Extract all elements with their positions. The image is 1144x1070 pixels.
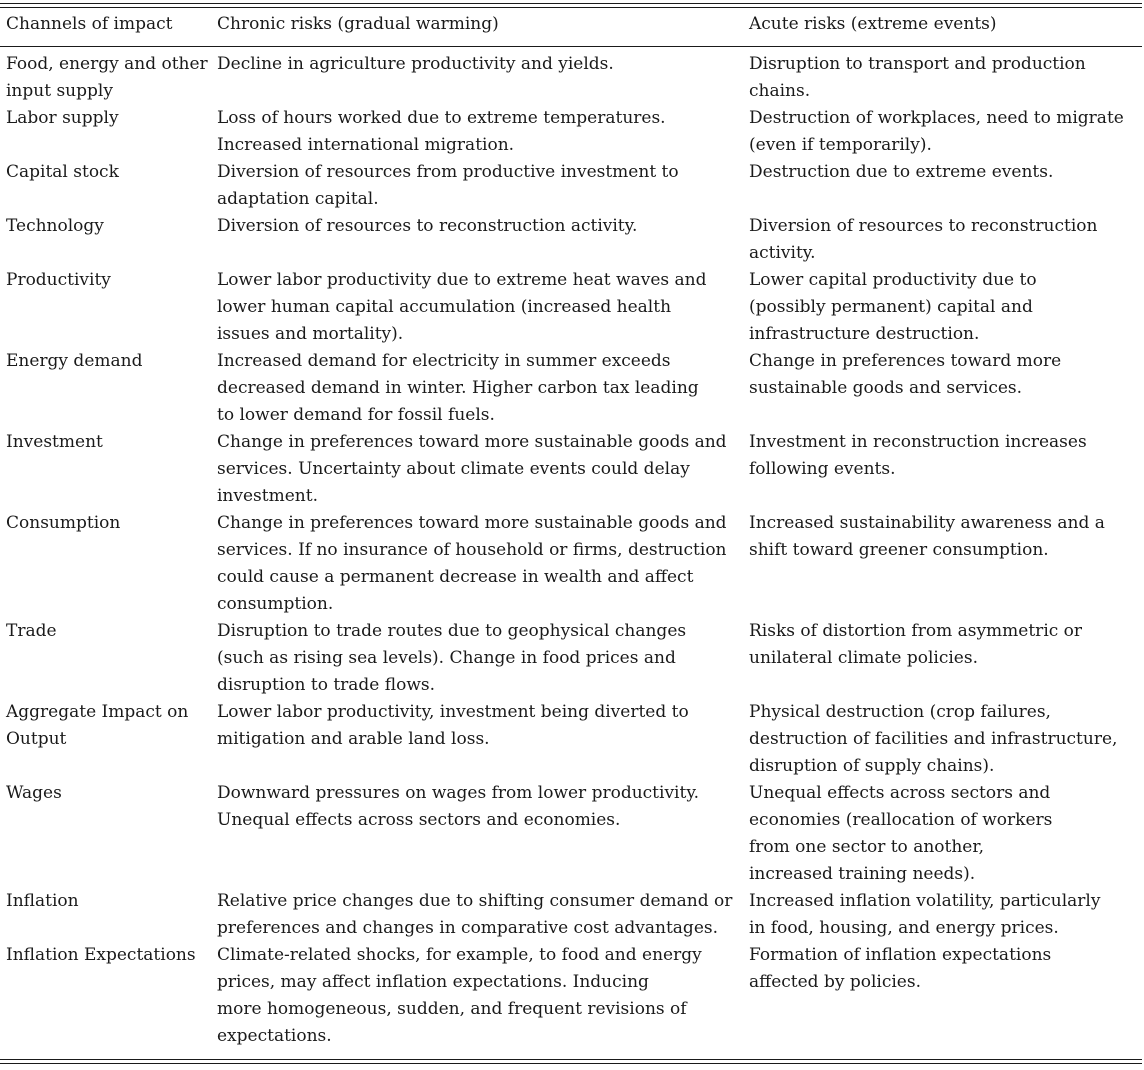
cell-line: in food, housing, and energy prices. — [749, 918, 1059, 938]
cell-text — [6, 942, 217, 969]
chronic-risk-cell — [217, 213, 749, 267]
cell-line: Output — [6, 729, 67, 749]
cell-line: Technology — [6, 216, 104, 236]
cell-text — [6, 699, 217, 753]
cell-line: affected by policies. — [749, 972, 922, 992]
cell-line: Change in preferences toward more sustainable goods and — [217, 432, 727, 452]
cell-line: Destruction due to extreme events. — [749, 162, 1054, 182]
cell-line: Productivity — [6, 270, 111, 290]
cell-text — [217, 699, 749, 753]
cell-line: Increased international migration. — [217, 135, 515, 155]
table-row — [6, 429, 1138, 510]
acute-risk-cell — [749, 888, 1138, 942]
channel-cell — [6, 942, 217, 1050]
cell-line: Lower capital productivity due to — [749, 270, 1037, 290]
cell-line: destruction of facilities and infrastructure, — [749, 729, 1118, 749]
cell-line: Diversion of resources from productive investment to — [217, 162, 679, 182]
cell-text — [217, 105, 749, 159]
cell-line: Inflation Expectations — [6, 945, 196, 965]
cell-line: Diversion of resources to reconstruction activity. — [217, 216, 638, 236]
channel-cell — [6, 780, 217, 888]
cell-line: Aggregate Impact on — [6, 702, 189, 722]
table-row — [6, 105, 1138, 159]
cell-text — [6, 159, 217, 186]
cell-line: activity. — [749, 243, 816, 263]
bottom-rule-inner — [0, 1063, 1142, 1064]
table-row — [6, 780, 1138, 888]
cell-text — [749, 699, 1138, 780]
cell-line: more homogeneous, sudden, and frequent revisions of — [217, 999, 687, 1019]
cell-text — [6, 888, 217, 915]
table-row — [6, 942, 1138, 1050]
cell-line: Loss of hours worked due to extreme temperatures. — [217, 108, 666, 128]
cell-text — [749, 159, 1138, 186]
cell-line: consumption. — [217, 594, 334, 614]
chronic-risk-cell — [217, 105, 749, 159]
cell-line: adaptation capital. — [217, 189, 379, 209]
chronic-risk-cell — [217, 618, 749, 699]
cell-line: lower human capital accumulation (increased health — [217, 297, 672, 317]
channel-cell — [6, 105, 217, 159]
table-row — [6, 159, 1138, 213]
cell-line: from one sector to another, — [749, 837, 985, 857]
cell-line: services. If no insurance of household or firms, destruction — [217, 540, 727, 560]
cell-text — [6, 105, 217, 132]
acute-risk-cell — [749, 429, 1138, 510]
cell-line: Increased demand for electricity in summer exceeds — [217, 351, 671, 371]
cell-text — [749, 267, 1138, 348]
cell-line: Increased sustainability awareness and a — [749, 513, 1105, 533]
cell-text — [217, 159, 749, 213]
cell-text — [6, 51, 217, 105]
channel-cell — [6, 213, 217, 267]
cell-line: infrastructure destruction. — [749, 324, 980, 344]
cell-text — [217, 942, 749, 1050]
cell-line: Consumption — [6, 513, 121, 533]
cell-text — [6, 618, 217, 645]
cell-line: Climate-related shocks, for example, to food and energy — [217, 945, 702, 965]
chronic-risk-cell — [217, 51, 749, 105]
cell-line: mitigation and arable land loss. — [217, 729, 490, 749]
cell-line: to lower demand for fossil fuels. — [217, 405, 495, 425]
table-row — [6, 348, 1138, 429]
cell-text — [217, 348, 749, 429]
table-row — [6, 510, 1138, 618]
cell-line: Energy demand — [6, 351, 143, 371]
cell-line: increased training needs). — [749, 864, 976, 884]
cell-line: Lower labor productivity due to extreme heat waves and — [217, 270, 707, 290]
cell-text — [749, 888, 1138, 942]
cell-line: Disruption to trade routes due to geophysical changes — [217, 621, 687, 641]
acute-risk-cell — [749, 51, 1138, 105]
cell-line: Lower labor productivity, investment being diverted to — [217, 702, 689, 722]
cell-line: decreased demand in winter. Higher carbon tax leading — [217, 378, 699, 398]
cell-line: Investment in reconstruction increases — [749, 432, 1087, 452]
cell-line: following events. — [749, 459, 896, 479]
cell-line: prices, may affect inflation expectations. Inducing — [217, 972, 649, 992]
cell-text — [749, 510, 1138, 564]
bottom-rule — [0, 1059, 1142, 1060]
cell-line: unilateral climate policies. — [749, 648, 978, 668]
cell-line: issues and mortality). — [217, 324, 404, 344]
cell-text — [749, 618, 1138, 672]
cell-text — [749, 213, 1138, 267]
top-rule — [0, 3, 1142, 4]
channel-cell — [6, 888, 217, 942]
channel-cell — [6, 429, 217, 510]
cell-line: Risks of distortion from asymmetric or — [749, 621, 1083, 641]
cell-line: disruption to trade flows. — [217, 675, 436, 695]
acute-risk-cell — [749, 618, 1138, 699]
cell-line: Food, energy and other — [6, 54, 208, 74]
table-row — [6, 618, 1138, 699]
cell-line: preferences and changes in comparative cost advantages. — [217, 918, 719, 938]
cell-text — [217, 267, 749, 348]
cell-line: Decline in agriculture productivity and yields. — [217, 54, 614, 74]
cell-line: Downward pressures on wages from lower productivity. — [217, 783, 700, 803]
chronic-risk-cell — [217, 888, 749, 942]
cell-line: Change in preferences toward more — [749, 351, 1062, 371]
cell-line: Capital stock — [6, 162, 119, 182]
cell-text — [749, 429, 1138, 483]
cell-text — [217, 618, 749, 699]
cell-line: sustainable goods and services. — [749, 378, 1023, 398]
cell-line: Increased inflation volatility, particularly — [749, 891, 1101, 911]
chronic-risk-cell — [217, 699, 749, 780]
cell-line: Destruction of workplaces, need to migrate — [749, 108, 1124, 128]
cell-line: services. Uncertainty about climate events could delay — [217, 459, 690, 479]
cell-line: Disruption to transport and production — [749, 54, 1086, 74]
chronic-risk-cell — [217, 429, 749, 510]
cell-line: Formation of inflation expectations — [749, 945, 1052, 965]
cell-line: Wages — [6, 783, 62, 803]
chronic-risk-cell — [217, 267, 749, 348]
table-row — [6, 888, 1138, 942]
cell-line: Inflation — [6, 891, 79, 911]
acute-risk-cell — [749, 159, 1138, 213]
cell-line: Diversion of resources to reconstruction — [749, 216, 1098, 236]
cell-text — [217, 888, 749, 942]
channel-cell — [6, 618, 217, 699]
chronic-risk-cell — [217, 159, 749, 213]
channel-cell — [6, 267, 217, 348]
cell-text — [749, 780, 1138, 888]
chronic-risk-cell — [217, 780, 749, 888]
header-channels: Channels of impact — [6, 14, 173, 34]
cell-text — [6, 267, 217, 294]
cell-line: (possibly permanent) capital and — [749, 297, 1033, 317]
cell-text — [6, 348, 217, 375]
acute-risk-cell — [749, 780, 1138, 888]
table-row — [6, 213, 1138, 267]
cell-line: chains. — [749, 81, 811, 101]
header-acute-risks: Acute risks (extreme events) — [749, 14, 997, 34]
table-row — [6, 51, 1138, 105]
acute-risk-cell — [749, 105, 1138, 159]
acute-risk-cell — [749, 942, 1138, 1050]
cell-line: (such as rising sea levels). Change in food prices and — [217, 648, 676, 668]
cell-text — [749, 942, 1138, 996]
cell-line: Relative price changes due to shifting consumer demand or — [217, 891, 733, 911]
cell-line: Trade — [6, 621, 57, 641]
cell-text — [6, 780, 217, 807]
acute-risk-cell — [749, 213, 1138, 267]
cell-line: input supply — [6, 81, 113, 101]
cell-line: expectations. — [217, 1026, 332, 1046]
header-chronic-risks: Chronic risks (gradual warming) — [217, 14, 499, 34]
cell-line: Unequal effects across sectors and economies. — [217, 810, 621, 830]
channel-cell — [6, 699, 217, 780]
cell-line: Investment — [6, 432, 103, 452]
cell-line: (even if temporarily). — [749, 135, 932, 155]
cell-text — [217, 780, 749, 834]
chronic-risk-cell — [217, 510, 749, 618]
cell-text — [217, 510, 749, 618]
cell-line: could cause a permanent decrease in wealth and affect — [217, 567, 694, 587]
cell-text — [749, 348, 1138, 402]
header-row — [6, 11, 1138, 51]
table-row — [6, 267, 1138, 348]
acute-risk-cell — [749, 267, 1138, 348]
cell-text — [217, 429, 749, 510]
table-body — [6, 51, 1138, 1050]
channel-cell — [6, 348, 217, 429]
cell-text — [217, 51, 749, 78]
cell-text — [6, 510, 217, 537]
cell-line: shift toward greener consumption. — [749, 540, 1049, 560]
climate-impact-table — [6, 11, 1138, 1050]
cell-line: investment. — [217, 486, 318, 506]
cell-line: disruption of supply chains). — [749, 756, 995, 776]
cell-line: economies (reallocation of workers — [749, 810, 1053, 830]
cell-text — [749, 51, 1138, 105]
chronic-risk-cell — [217, 348, 749, 429]
chronic-risk-cell — [217, 942, 749, 1050]
cell-line: Unequal effects across sectors and — [749, 783, 1051, 803]
cell-line: Physical destruction (crop failures, — [749, 702, 1051, 722]
cell-text — [6, 429, 217, 456]
acute-risk-cell — [749, 510, 1138, 618]
cell-line: Change in preferences toward more sustainable goods and — [217, 513, 727, 533]
acute-risk-cell — [749, 348, 1138, 429]
channel-cell — [6, 159, 217, 213]
top-rule-inner — [0, 7, 1142, 8]
acute-risk-cell — [749, 699, 1138, 780]
cell-text — [749, 105, 1138, 159]
channel-cell — [6, 51, 217, 105]
cell-text — [6, 213, 217, 240]
cell-text — [217, 213, 749, 240]
channel-cell — [6, 510, 217, 618]
cell-line: Labor supply — [6, 108, 119, 128]
table-row — [6, 699, 1138, 780]
